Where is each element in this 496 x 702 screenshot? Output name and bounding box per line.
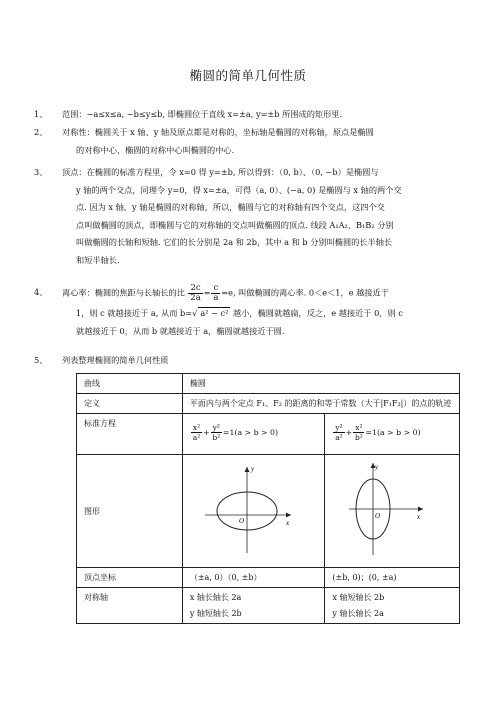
item-text: 叫做椭圆的长轴和短轴. 它们的长分别是 2a 和 2b，其中 a 和 b 分别叫椭圆的长半轴长 [76, 237, 393, 247]
axis-text: x 轴短轴长 2b [332, 593, 385, 602]
table-row [77, 394, 460, 414]
axis-text: x 轴长轴长 2a [189, 593, 242, 602]
table-row [77, 374, 460, 394]
eccentricity-def: =e, 叫做椭圆的离心率. 0＜e＜1，e 越接近于 [221, 287, 389, 298]
item-text: 1，则 c 就越接近于 a, 从而 b=√ a² − c² 越小，椭圆就越扁，反之，e 越接近于 0，则 c [76, 308, 403, 318]
item-text: 对称性：椭圆关于 x 轴、y 轴及原点都是对称的，坐标轴是椭圆的对称轴，原点是椭圆 [62, 127, 374, 137]
ellipse-vertical-figure [327, 457, 445, 561]
table-cell [325, 588, 460, 624]
item-text: 就越接近于 0，从而 b 就越接近于 a，椭圆就越接近于圆. [76, 325, 285, 336]
item-text: 点叫做椭圆的顶点，即椭圆与它的对称轴的交点叫做椭圆的顶点. 线段 A₁A₂、B₁B₂ 分别 [76, 219, 394, 230]
graph-vertical-ellipse [325, 455, 460, 568]
table-cell: 定义 [77, 394, 183, 414]
list-item-5 [34, 352, 462, 370]
axis-text: y 轴长轴长 2a [332, 609, 384, 618]
table-cell [182, 588, 325, 624]
sqrt-expression: a² − c² [200, 308, 229, 318]
item-number: 1、 [34, 109, 48, 119]
properties-table [76, 373, 460, 624]
item-text: 的对称中心，椭圆的对称中心叫椭圆的中心. [76, 144, 235, 155]
item-text: 列表整理椭圆的简单几何性质 [62, 355, 169, 365]
origin-label: O [375, 512, 381, 520]
item-text: 和短半轴长. [76, 254, 120, 265]
table-row [77, 455, 460, 568]
item-text: 离心率：椭圆的焦距与长轴长的比 $\frac{2c}{2a}$ = $\frac{c}{a}$ =e, 叫做椭圆的离心率. 0＜e＜1，e 越接近于 [62, 283, 389, 303]
item-text: y 轴的两个交点，同理令 y=0，得 x=±a，可得（a, 0）、(−a, 0) 是椭圆与 x 轴的两个交 [76, 184, 402, 195]
table-row [77, 414, 460, 455]
equation-vertical: $\frac{\text{y²}}{\text{a²}}$ + $\frac{\text{x²}}{\text{b²}}$ =1(a > b > 0) [325, 414, 460, 455]
table-cell: 对称轴 [77, 588, 183, 624]
table-cell: 图形 [77, 455, 183, 568]
table-cell: 标准方程 [77, 414, 183, 455]
item-number: 2、 [34, 127, 48, 137]
table-cell: 椭圆 [182, 374, 459, 394]
table-cell: 平面内与两个定点 F₁、F₂ 的距离的和等于常数（大于|F₁F₂|）的点的轨迹 [182, 394, 459, 414]
list-item-2 [34, 124, 462, 159]
table-row [77, 568, 460, 588]
x-axis-label: x [417, 513, 421, 521]
item-number: 3、 [34, 167, 48, 177]
table-cell: (±b, 0)；(0, ±a) [325, 568, 460, 588]
item-number: 4、 [34, 287, 48, 297]
fraction: $\frac{c}{a}$ [213, 283, 219, 303]
fraction: $\frac{2c}{2a}$ [190, 283, 201, 303]
table-cell: 顶点坐标 [77, 568, 183, 588]
item-text: 顶点：在椭圆的标准方程里，令 x=0 得 y=±b, 所以得到：（0, b）、（0, −b）是椭圆与 [62, 167, 379, 177]
y-axis-label: y [250, 465, 254, 473]
eccentricity-intro: 离心率：椭圆的焦距与长轴长的比 [62, 287, 185, 298]
table-row [77, 588, 460, 624]
y-axis-label: y [375, 463, 379, 471]
table-cell: （±a, 0）（0, ±b） [182, 568, 325, 588]
item-number: 5、 [34, 355, 48, 365]
ellipse-horizontal-figure [185, 457, 311, 561]
equation-horizontal: $\frac{\text{x²}}{\text{a²}}$ + $\frac{\text{y²}}{\text{b²}}$ =1(a > b > 0) [182, 414, 325, 455]
page-title: 椭圆的简单几何性质 [189, 68, 307, 83]
x-axis-label: x [285, 519, 289, 527]
origin-label: O [238, 517, 244, 525]
item-text: 点. 因为 x 轴、y 轴是椭圆的对称轴，所以，椭圆与它的对称轴有四个交点，这四个交 [76, 202, 385, 212]
list-item-1 [34, 106, 462, 124]
item-text: 范围：−a≤x≤a, −b≤y≤b, 即椭圆位于直线 x=±a, y=±b 所围成的矩形里. [62, 109, 343, 119]
list-item-4 [34, 284, 462, 340]
axis-text: y 轴短轴长 2b [189, 609, 242, 618]
table-cell: 曲线 [77, 374, 183, 394]
list-item-3 [34, 164, 462, 269]
graph-horizontal-ellipse [182, 455, 325, 568]
